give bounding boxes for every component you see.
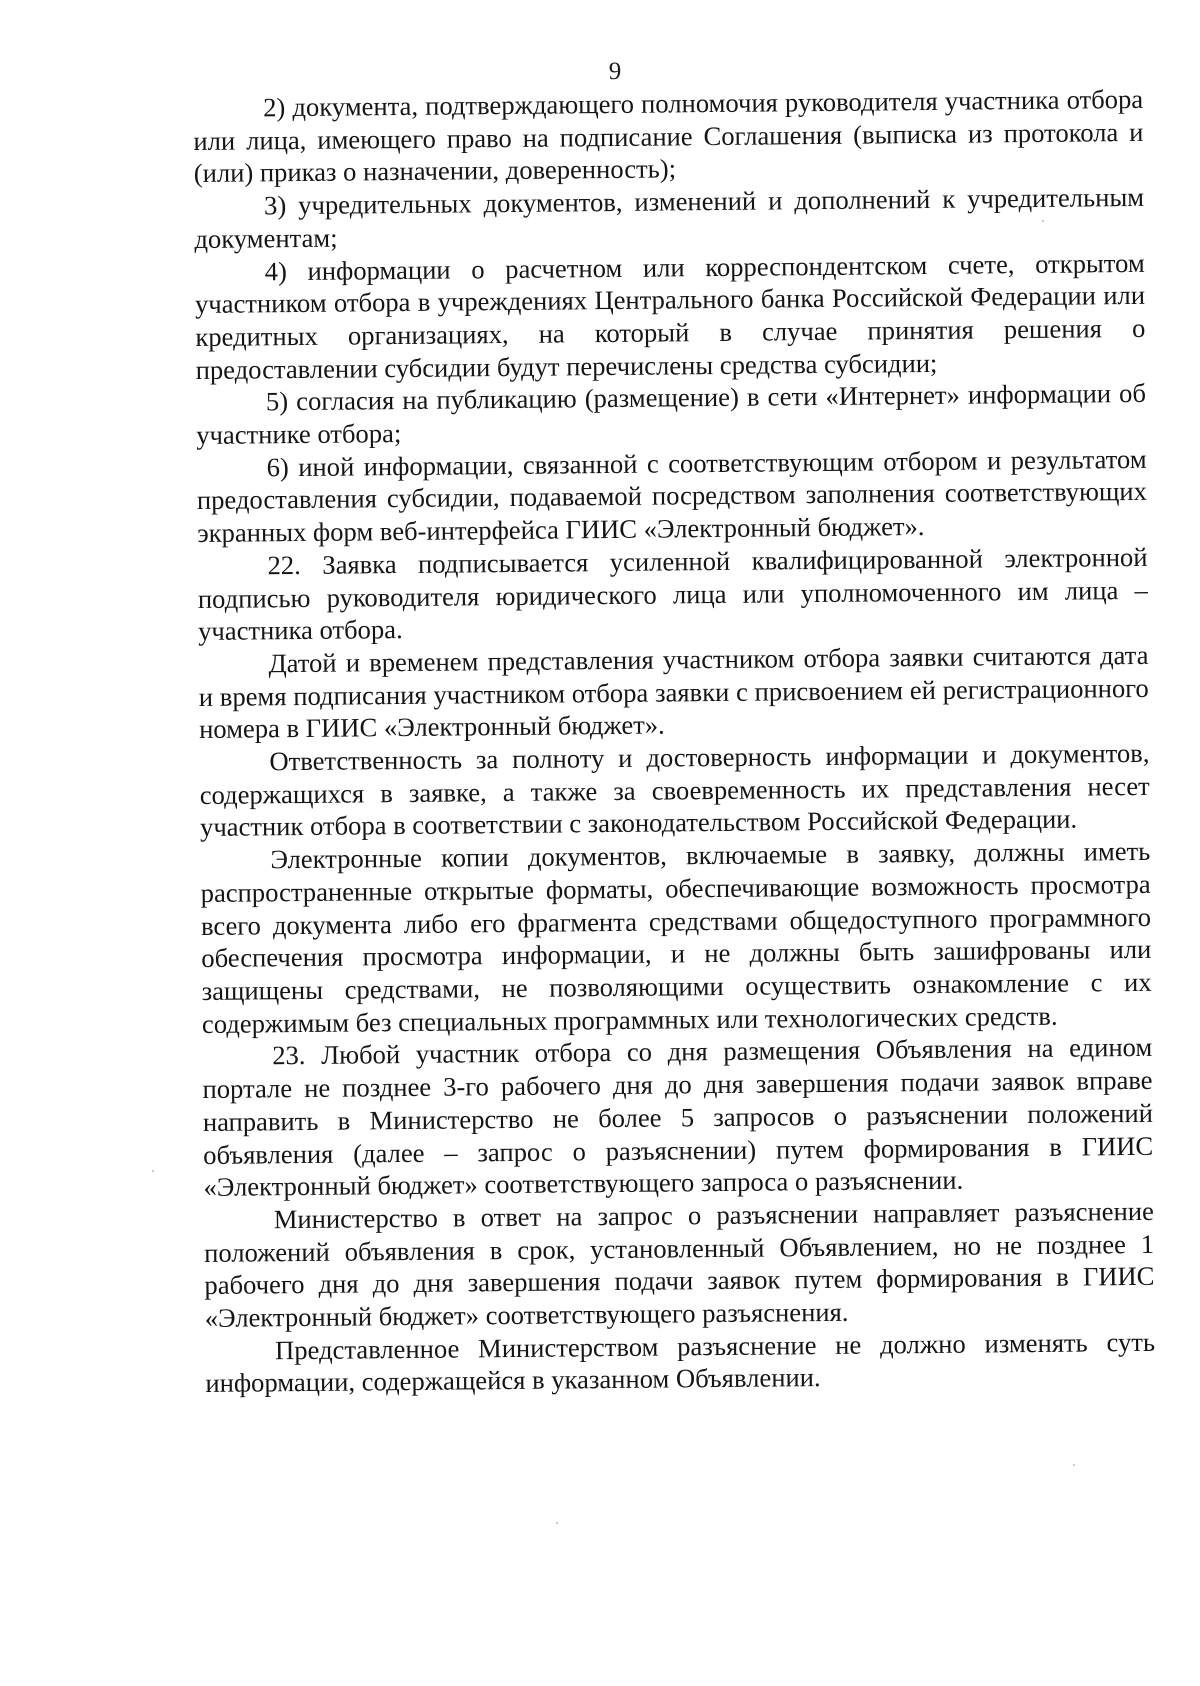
paragraph-item-4: 4) информации о расчетном или корреспондентском счете, открытом участником отбора в учреждениях Центрального банка Российской Федерации или кредитных организациях, на который в случае принятия решения о предоставлении субсидии будут перечислены средства субсидии;	[194, 247, 1146, 385]
scan-speck	[152, 1170, 154, 1172]
document-body	[193, 83, 1156, 1400]
paragraph-responsibility: Ответственность за полноту и достоверность информации и документов, содержащихся в заявке, а также за своевременность их представления несет участник отбора в соответствии с законодательством Российской Федерации.	[199, 737, 1150, 843]
paragraph-ministry-response: Министерство в ответ на запрос о разъяснении направляет разъяснение положений объявления в срок, установленный Объявлением, но не позднее 1 рабочего дня до дня завершения подачи заявок путем формирования в ГИИС «Электронный бюджет» соответствующего разъяснения.	[203, 1195, 1155, 1333]
paragraph-clause-22: 22. Заявка подписывается усиленной квалифицированной электронной подписью руководителя юридического лица или уполномоченного им лица – участника отбора.	[197, 541, 1148, 647]
paragraph-item-3: 3) учредительных документов, изменений и дополнений к учредительным документам;	[194, 181, 1145, 254]
page-number: 9	[608, 58, 622, 85]
scan-speck	[556, 1522, 558, 1524]
paragraph-electronic-copies: Электронные копии документов, включаемые в заявку, должны иметь распространенные открытые форматы, обеспечивающие возможность просмотра всего документа либо его фрагмента средствами общедоступного программного обеспечения просмотра информации, и не должны быть зашифрованы или защищены средствами, не позволяющими осуществить ознакомление с их содержимым без специальных программных или технологических средств.	[200, 836, 1152, 1039]
paragraph-item-2: 2) документа, подтверждающего полномочия руководителя участника отбора или лица, имеющего право на подписание Соглашения (выписка из протокола и (или) приказ о назначении, доверенность);	[193, 83, 1144, 189]
scan-speck	[1042, 220, 1044, 222]
scan-speck	[1073, 1464, 1075, 1466]
paragraph-item-6: 6) иной информации, связанной с соответствующим отбором и результатом предоставления субсидии, подаваемой посредством заполнения соответствующих экранных форм веб-интерфейса ГИИС «Электронный бюджет».	[196, 443, 1148, 549]
paragraph-submission-date: Датой и временем представления участником отбора заявки считаются дата и время подписания участником отбора заявки с присвоением ей регистрационного номера в ГИИС «Электронный бюджет».	[198, 639, 1149, 745]
paragraph-clause-23: 23. Любой участник отбора со дня размещения Объявления на едином портале не позднее 3-го рабочего дня до дня завершения подачи заявок вправе направить в Министерство не более 5 запросов о разъяснении положений объявления (далее – запрос о разъяснении) путем формирования в ГИИС «Электронный бюджет» соответствующего запроса о разъяснении.	[202, 1032, 1154, 1203]
paragraph-item-5: 5) согласия на публикацию (размещение) в сети «Интернет» информации об участнике отбора;	[196, 378, 1147, 451]
paragraph-clarification-scope: Представленное Министерством разъяснение не должно изменять суть информации, содержащейся в указанном Объявлении.	[205, 1326, 1156, 1399]
